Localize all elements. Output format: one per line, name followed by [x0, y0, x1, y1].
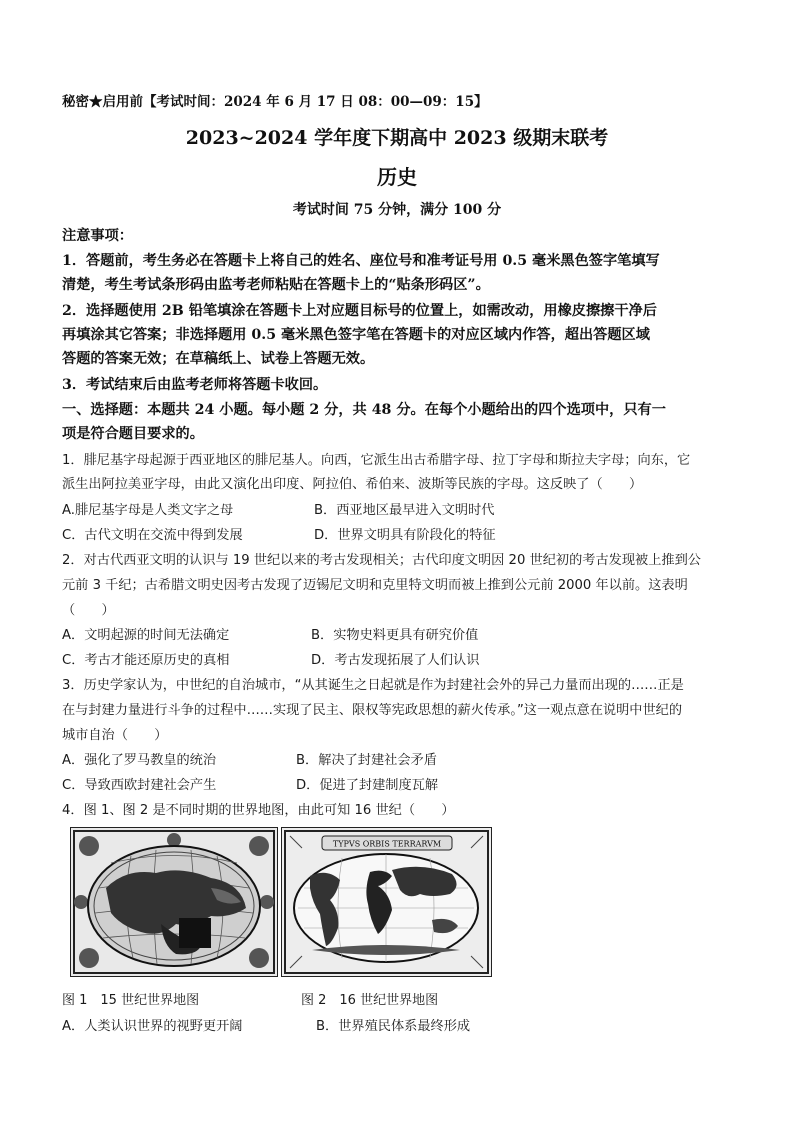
option-c: C．考古才能还原历史的真相	[62, 653, 230, 668]
option-b: B．西亚地区最早进入文明时代	[314, 503, 495, 518]
question-stem: 在与封建力量进行斗争的过程中……实现了民主、限权等宪政思想的薪火传承。”这一观点意在说明中世纪的	[62, 703, 683, 718]
option-a: A．文明起源的时间无法确定	[62, 628, 230, 643]
question-stem: 1．腓尼基字母起源于西亚地区的腓尼基人。向西，它派生出古希腊字母、拉丁字母和斯拉夫字母；向东，它	[62, 453, 691, 468]
figure-1-caption: 图 1 15 世纪世界地图	[62, 993, 200, 1008]
question-stem: 4．图 1、图 2 是不同时期的世界地图，由此可知 16 世纪（ ）	[62, 803, 455, 818]
figure-2-map-image	[281, 827, 492, 977]
map-16th-century-illustration	[282, 828, 491, 976]
exam-time-score: 考试时间 75 分钟，满分 100 分	[292, 202, 502, 218]
question-stem: 2．对古代西亚文明的认识与 19 世纪以来的考古发现相关；古代印度文明因 20 世纪初的考古发现被上推到公	[62, 553, 701, 568]
option-d: D．促进了封建制度瓦解	[296, 778, 439, 793]
notice-line: 1．答题前，考生务必在答题卡上将自己的姓名、座位号和准考证号用 0.5 毫米黑色签字笔填写	[62, 253, 660, 269]
option-c: C．导致西欧封建社会产生	[62, 778, 217, 793]
section-heading-cont: 项是符合题目要求的。	[62, 426, 204, 442]
figure-2-caption: 图 2 16 世纪世界地图	[301, 993, 439, 1008]
section-heading: 一、选择题：本题共 24 小题。每小题 2 分，共 48 分。在每个小题给出的四个选项中，只有一	[62, 402, 666, 418]
exam-title: 2023~2024 学年度下期高中 2023 级期末联考	[185, 127, 609, 149]
option-b: B．世界殖民体系最终形成	[316, 1019, 471, 1034]
notice-line: 2．选择题使用 2B 铅笔填涂在答题卡上对应题目标号的位置上，如需改动，用橡皮擦擦干净后	[62, 303, 657, 319]
figure-1-map-image	[70, 827, 278, 977]
option-a: A.腓尼基字母是人类文字之母	[62, 503, 234, 518]
notice-line: 3．考试结束后由监考老师将答题卡收回。	[62, 377, 328, 393]
question-stem: 3．历史学家认为，中世纪的自治城市，“从其诞生之日起就是作为封建社会外的异己力量而出现的……正是	[62, 678, 684, 693]
option-a: A．人类认识世界的视野更开阔	[62, 1019, 243, 1034]
map-title-banner: TYPVS ORBIS TERRARVM	[332, 839, 442, 849]
option-b: B．解决了封建社会矛盾	[296, 753, 437, 768]
question-stem: 元前 3 千纪；古希腊文明史因考古发现了迈锡尼文明和克里特文明而被上推到公元前 2000 年以前。这表明	[62, 578, 688, 593]
option-a: A．强化了罗马教皇的统治	[62, 753, 217, 768]
option-d: D．考古发现拓展了人们认识	[311, 653, 480, 668]
question-stem: （ ）	[62, 603, 115, 618]
notice-line: 答题的答案无效；在草稿纸上、试卷上答题无效。	[62, 351, 375, 367]
question-stem: 城市自治（ ）	[62, 728, 168, 743]
option-d: D．世界文明具有阶段化的特征	[314, 528, 496, 543]
secret-line: 秘密★启用前【考试时间：2024 年 6 月 17 日 08：00—09：15】	[62, 94, 488, 110]
option-c: C．古代文明在交流中得到发展	[62, 528, 243, 543]
notice-line: 再填涂其它答案；非选择题用 0.5 毫米黑色签字笔在答题卡的对应区域内作答，超出答题区域	[62, 327, 650, 343]
option-b: B．实物史料更具有研究价值	[311, 628, 479, 643]
question-stem: 派生出阿拉美亚字母，由此又演化出印度、阿拉伯、希伯来、波斯等民族的字母。这反映了（ ）	[62, 477, 643, 492]
subject-title: 历史	[377, 165, 417, 189]
notice-line: 清楚，考生考试条形码由监考老师粘贴在答题卡上的“贴条形码区”。	[62, 277, 490, 293]
notice-heading: 注意事项：	[62, 228, 133, 244]
map-15th-century-illustration	[71, 828, 277, 976]
